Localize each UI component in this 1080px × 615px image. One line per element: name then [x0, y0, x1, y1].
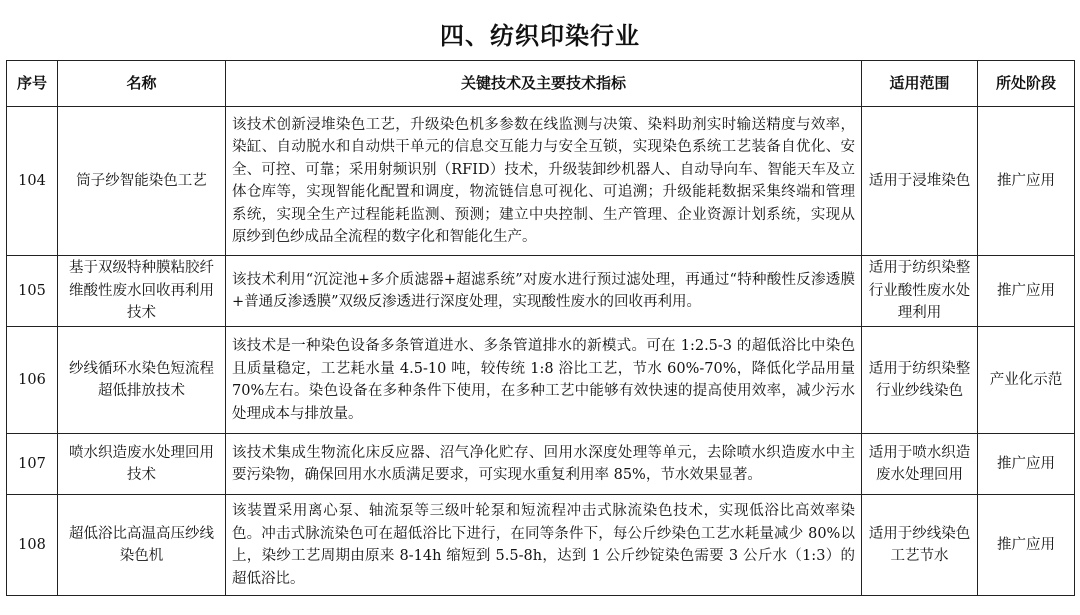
- development-stage: 推广应用: [978, 434, 1075, 495]
- table-header-row: [7, 61, 1075, 107]
- development-stage: 推广应用: [978, 107, 1075, 256]
- technology-description: 该技术创新浸堆染色工艺，升级染色机多参数在线监测与决策、染料助剂实时输送精度与效率，染缸、自动脱水和自动烘干单元的信息交互能力与安全互锁，实现染色系统工艺装备自优化、安全、可控、可靠；采用射频识别（RFID）技术，升级装卸纱机器人、自动导向车、智能天车及立体仓库等，实现智能化配置和调度，物流链信息可视化、可追溯；升级能耗数据采集终端和管理系统，实现全生产过程能耗监测、预测；建立中央控制、生产管理、企业资源计划系统，实现从原纱到色纱成品全流程的数字化和智能化生产。: [226, 107, 862, 256]
- application-scope: 适用于纺织染整行业纱线染色: [862, 327, 978, 434]
- development-stage: 推广应用: [978, 495, 1075, 596]
- application-scope: 适用于纱线染色工艺节水: [862, 495, 978, 596]
- technology-name: 喷水织造废水处理回用技术: [58, 434, 226, 495]
- technology-name: 超低浴比高温高压纱线染色机: [58, 495, 226, 596]
- table-row: [7, 495, 1075, 596]
- row-number: 107: [7, 434, 58, 495]
- page-title: 四、纺织印染行业: [440, 22, 640, 50]
- technology-description: 该技术集成生物流化床反应器、沼气净化贮存、回用水深度处理等单元，去除喷水织造废水中主要污染物，确保回用水水质满足要求，可实现水重复利用率 85%，节水效果显著。: [226, 434, 862, 495]
- technology-name: 基于双级特种膜粘胶纤维酸性废水回收再利用技术: [58, 256, 226, 327]
- application-scope: 适用于喷水织造废水处理回用: [862, 434, 978, 495]
- technology-table: [6, 60, 1075, 596]
- application-scope: 适用于浸堆染色: [862, 107, 978, 256]
- table-row: [7, 256, 1075, 327]
- header-key: 关键技术及主要技术指标: [226, 61, 862, 107]
- technology-description: 该技术是一种染色设备多条管道进水、多条管道排水的新模式。可在 1:2.5-3 的超低浴比中染色且质量稳定，工艺耗水量 4.5-10 吨，较传统 1:8 浴比工艺，节水 60%-70%，降低化学品用量 70%左右。染色设备在多种条件下使用，在多种工艺中能够有效快速的提高使用效率，减少污水处理成本与排放量。: [226, 327, 862, 434]
- row-number: 108: [7, 495, 58, 596]
- development-stage: 推广应用: [978, 256, 1075, 327]
- header-name: 名称: [58, 61, 226, 107]
- row-number: 106: [7, 327, 58, 434]
- technology-name: 纱线循环水染色短流程超低排放技术: [58, 327, 226, 434]
- table-row: [7, 327, 1075, 434]
- technology-description: 该装置采用离心泵、轴流泵等三级叶轮泵和短流程冲击式脉流染色技术，实现低浴比高效率染色。冲击式脉流染色可在超低浴比下进行，在同等条件下，每公斤纱染色工艺水耗量减少 80%以上，染纱工艺周期由原来 8-14h 缩短到 5.5-8h，达到 1 公斤纱锭染色需要 3 公斤水（1:3）的超低浴比。: [226, 495, 862, 596]
- header-stage: 所处阶段: [978, 61, 1075, 107]
- row-number: 105: [7, 256, 58, 327]
- row-number: 104: [7, 107, 58, 256]
- header-scope: 适用范围: [862, 61, 978, 107]
- table-row: [7, 107, 1075, 256]
- table-row: [7, 434, 1075, 495]
- development-stage: 产业化示范: [978, 327, 1075, 434]
- technology-description: 该技术利用“沉淀池+多介质滤器+超滤系统”对废水进行预过滤处理，再通过“特种酸性反渗透膜+普通反渗透膜”双级反渗透进行深度处理，实现酸性废水的回收再利用。: [226, 256, 862, 327]
- header-no: 序号: [7, 61, 58, 107]
- application-scope: 适用于纺织染整行业酸性废水处理利用: [862, 256, 978, 327]
- technology-name: 筒子纱智能染色工艺: [58, 107, 226, 256]
